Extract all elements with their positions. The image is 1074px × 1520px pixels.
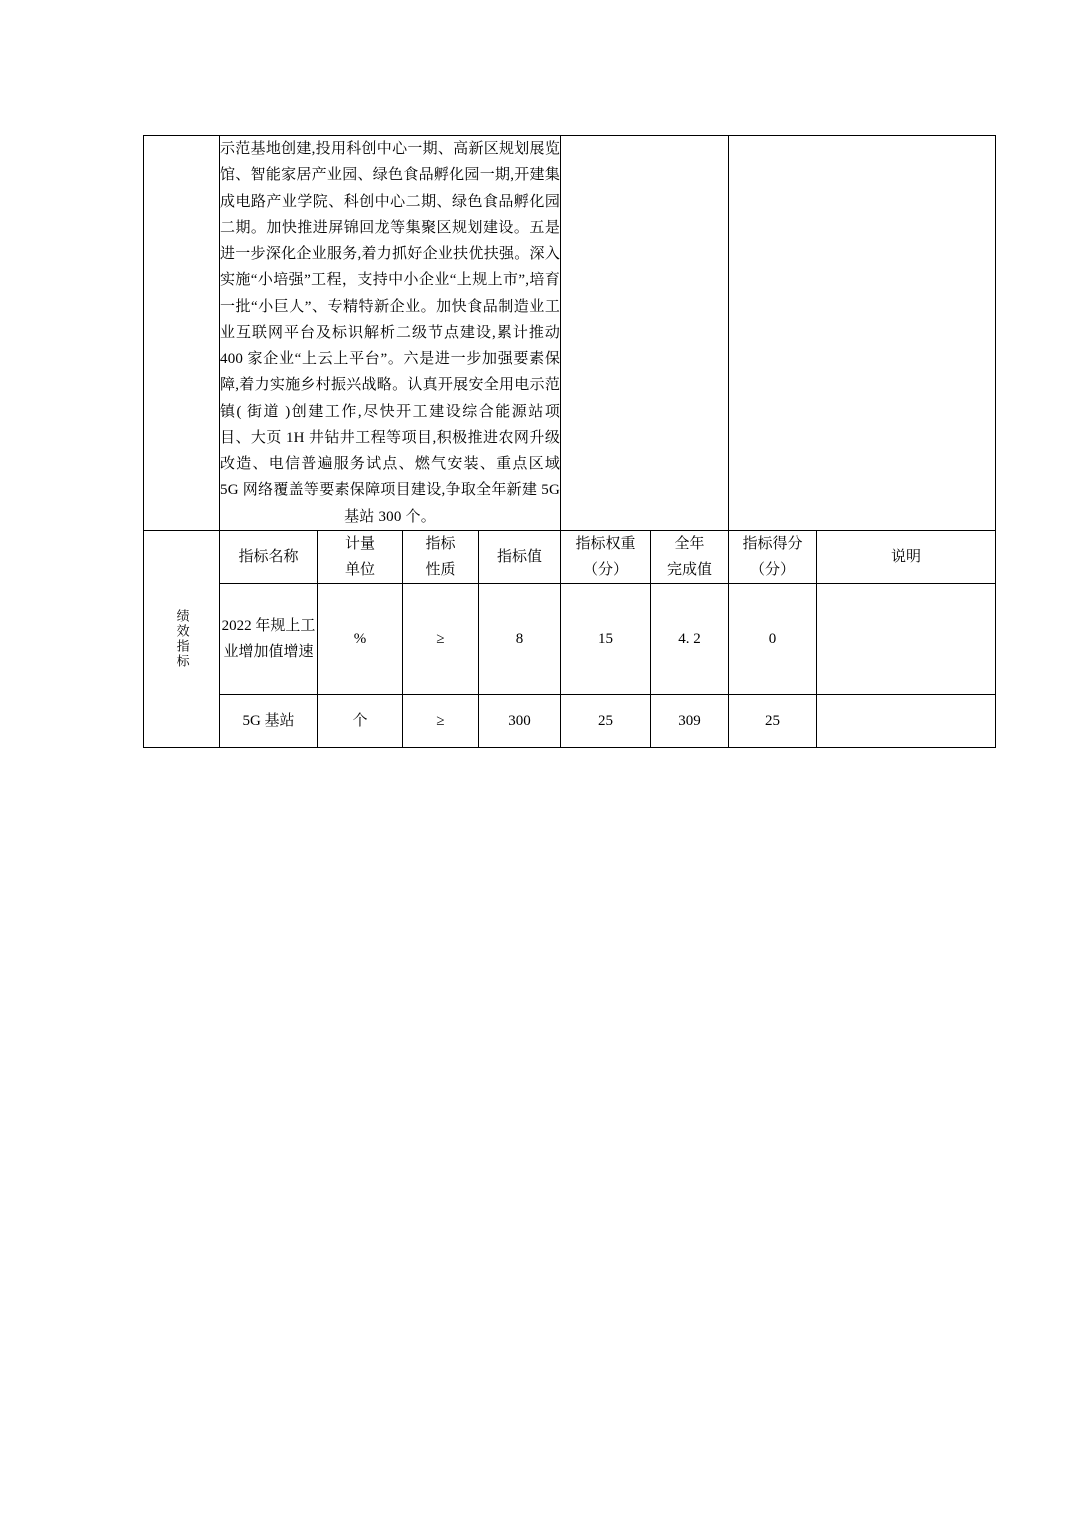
table-row	[144, 584, 996, 695]
indicator-remark-1	[817, 584, 996, 695]
header-annual-line2: 完成值	[667, 562, 713, 578]
indicator-nature-2: ≥	[403, 695, 479, 748]
indicator-unit-1: %	[318, 584, 403, 695]
indicator-weight-1: 15	[561, 584, 651, 695]
header-indicator-name	[220, 530, 318, 584]
indicator-nature-1: ≥	[403, 584, 479, 695]
header-unit-line2: 单位	[344, 562, 375, 578]
indicator-name-2: 5G 基站	[220, 695, 318, 748]
table-row	[144, 695, 996, 748]
header-nature-line1: 指标	[425, 535, 456, 552]
indicator-score-1: 0	[729, 584, 817, 695]
header-value-text: 指标值	[497, 548, 543, 565]
header-nature	[403, 530, 479, 584]
narrative-paragraph: 示范基地创建,投用科创中心一期、高新区规划展览馆、智能家居产业园、绿色食品孵化园一期,开建集成电路产业学院、科创中心二期、绿色食品孵化园二期。加快推进屏锦回龙等集聚区规划建设。五是进一步深化企业服务,着力抓好企业扶优扶强。深入实施“小培强”工程，支持中小企业“上规上市”,培育一批“小巨人”、专精特新企业。加快食品制造业工业互联网平台及标识解析二级节点建设,累计推动 400 家企业“上云上平台”。六是进一步加强要素保障,着力实施乡村振兴战略。认真开展安全用电示范镇( 街道 )创建工作,尽快开工建设综合能源站项目、大页 1H 井钻井工程等项目,积极推进农网升级改造、电信普遍服务试点、燃气安装、重点区域 5G 网络覆盖等要素保障项目建设,争取全年新建 5G 基站 300 个。	[220, 141, 561, 525]
header-annual-line1: 全年	[674, 535, 705, 552]
indicator-value-2: 300	[479, 695, 561, 748]
header-score-line1: 指标得分	[742, 535, 803, 552]
header-unit-line1: 计量	[344, 535, 375, 552]
table-row-narrative	[144, 136, 996, 531]
indicator-name-1: 2022 年规上工业增加值增速	[220, 584, 318, 695]
indicator-annual-1: 4. 2	[651, 584, 729, 695]
indicator-weight-2: 25	[561, 695, 651, 748]
header-remark-text: 说明	[891, 548, 922, 565]
header-unit	[318, 530, 403, 584]
indicator-score-2: 25	[729, 695, 817, 748]
header-weight-line2: （分）	[583, 562, 629, 578]
table-row-header	[144, 530, 996, 584]
indicator-unit-2: 个	[318, 695, 403, 748]
header-value	[479, 530, 561, 584]
header-score	[729, 530, 817, 584]
narrative-text-cell	[220, 136, 561, 531]
header-indicator-name-text: 指标名称	[238, 548, 299, 565]
indicator-value-1: 8	[479, 584, 561, 695]
indicator-annual-2: 309	[651, 695, 729, 748]
header-score-line2: （分）	[750, 562, 796, 578]
header-annual	[651, 530, 729, 584]
narrative-left-empty-cell	[144, 136, 220, 531]
header-remark	[817, 530, 996, 584]
narrative-middle-empty-cell	[561, 136, 729, 531]
header-nature-line2: 性质	[425, 562, 456, 578]
header-weight-line1: 指标权重	[575, 535, 636, 552]
performance-section-label-cell	[144, 530, 220, 748]
performance-table	[143, 135, 996, 748]
indicator-remark-2	[817, 695, 996, 748]
narrative-right-empty-cell	[729, 136, 996, 531]
header-weight	[561, 530, 651, 584]
performance-section-label: 绩效指标	[174, 609, 190, 669]
